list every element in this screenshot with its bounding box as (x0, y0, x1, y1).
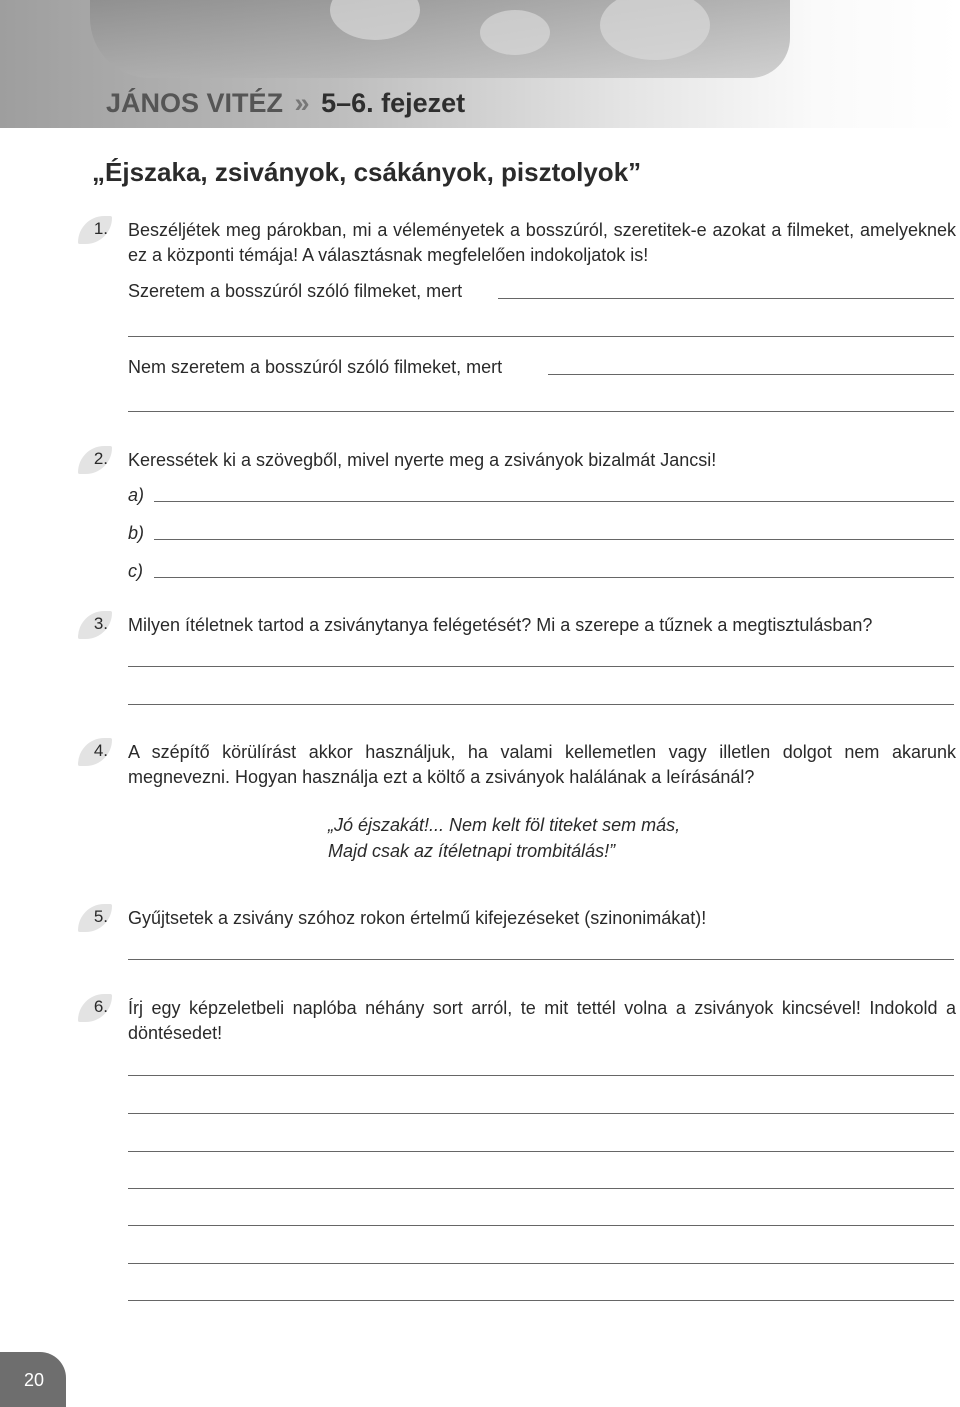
chapter-label: 5–6. fejezet (321, 88, 466, 118)
task-number-badge: 6. (78, 994, 112, 1024)
label-a: a) (128, 485, 145, 505)
page-title: „Éjszaka, zsiványok, csákányok, pisztolyok” (92, 157, 642, 187)
answer-line[interactable] (128, 666, 954, 667)
quote-line-2: Majd csak az ítéletnapi trombitálás!” (328, 841, 616, 861)
answer-line[interactable] (128, 1263, 954, 1264)
task-number-badge: 1. (78, 216, 112, 246)
task-text: Írj egy képzeletbeli naplóba néhány sort arról, te mit tettél volna a zsiványok kincsével! Indokold a döntésedet! (128, 998, 956, 1043)
answer-line[interactable] (154, 577, 954, 578)
answer-line[interactable] (128, 704, 954, 705)
decorative-blob (480, 10, 550, 55)
task-text: Milyen ítéletnek tartod a zsiványtanya felégetését? Mi a szerepe a tűznek a megtisztulásban? (128, 615, 873, 635)
answer-line[interactable] (128, 336, 954, 337)
task-number-badge: 4. (78, 738, 112, 768)
task-text: Keressétek ki a szövegből, mivel nyerte meg a zsiványok bizalmát Jancsi! (128, 450, 717, 470)
task-text: Beszéljétek meg párokban, mi a véleményetek a bosszúról, szeretitek-e azokat a filmeket, amelyeknek ez a központi témája! A választásnak megfelelően indokoljatok is! (128, 220, 956, 265)
answer-line[interactable] (128, 959, 954, 960)
answer-line[interactable] (548, 374, 954, 375)
answer-line[interactable] (128, 1188, 954, 1189)
answer-line[interactable] (128, 1075, 954, 1076)
task-text: A szépítő körülírást akkor használjuk, ha valami kellemetlen vagy illetlen dolgot nem akarunk megnevezni. Hogyan használja ezt a költő a zsiványok halálának a leírásánál? (128, 742, 956, 787)
page-number-tab (0, 1352, 66, 1407)
chevron-icon: » (294, 88, 310, 118)
answer-line[interactable] (154, 539, 954, 540)
task-number-badge: 2. (78, 446, 112, 476)
answer-line[interactable] (128, 1225, 954, 1226)
answer-line[interactable] (498, 298, 954, 299)
answer-line[interactable] (128, 411, 954, 412)
chapter-header (106, 88, 465, 119)
label-b: b) (128, 523, 145, 543)
header-banner (0, 0, 960, 128)
task-number-badge: 5. (78, 904, 112, 934)
prompt-dislike: Nem szeretem a bosszúról szóló filmeket, mert (128, 357, 503, 377)
answer-line[interactable] (128, 1113, 954, 1114)
prompt-like: Szeretem a bosszúról szóló filmeket, mert (128, 281, 463, 301)
book-title: JÁNOS VITÉZ (106, 88, 284, 118)
task-number-badge: 3. (78, 611, 112, 641)
answer-line[interactable] (128, 1300, 954, 1301)
answer-line[interactable] (154, 501, 954, 502)
page-number: 20 (24, 1370, 45, 1390)
quote-line-1: „Jó éjszakát!... Nem kelt föl titeket sem más, (328, 815, 681, 835)
task-text: Gyűjtsetek a zsivány szóhoz rokon értelmű kifejezéseket (szinonimákat)! (128, 908, 707, 928)
label-c: c) (128, 561, 143, 581)
answer-line[interactable] (128, 1151, 954, 1152)
